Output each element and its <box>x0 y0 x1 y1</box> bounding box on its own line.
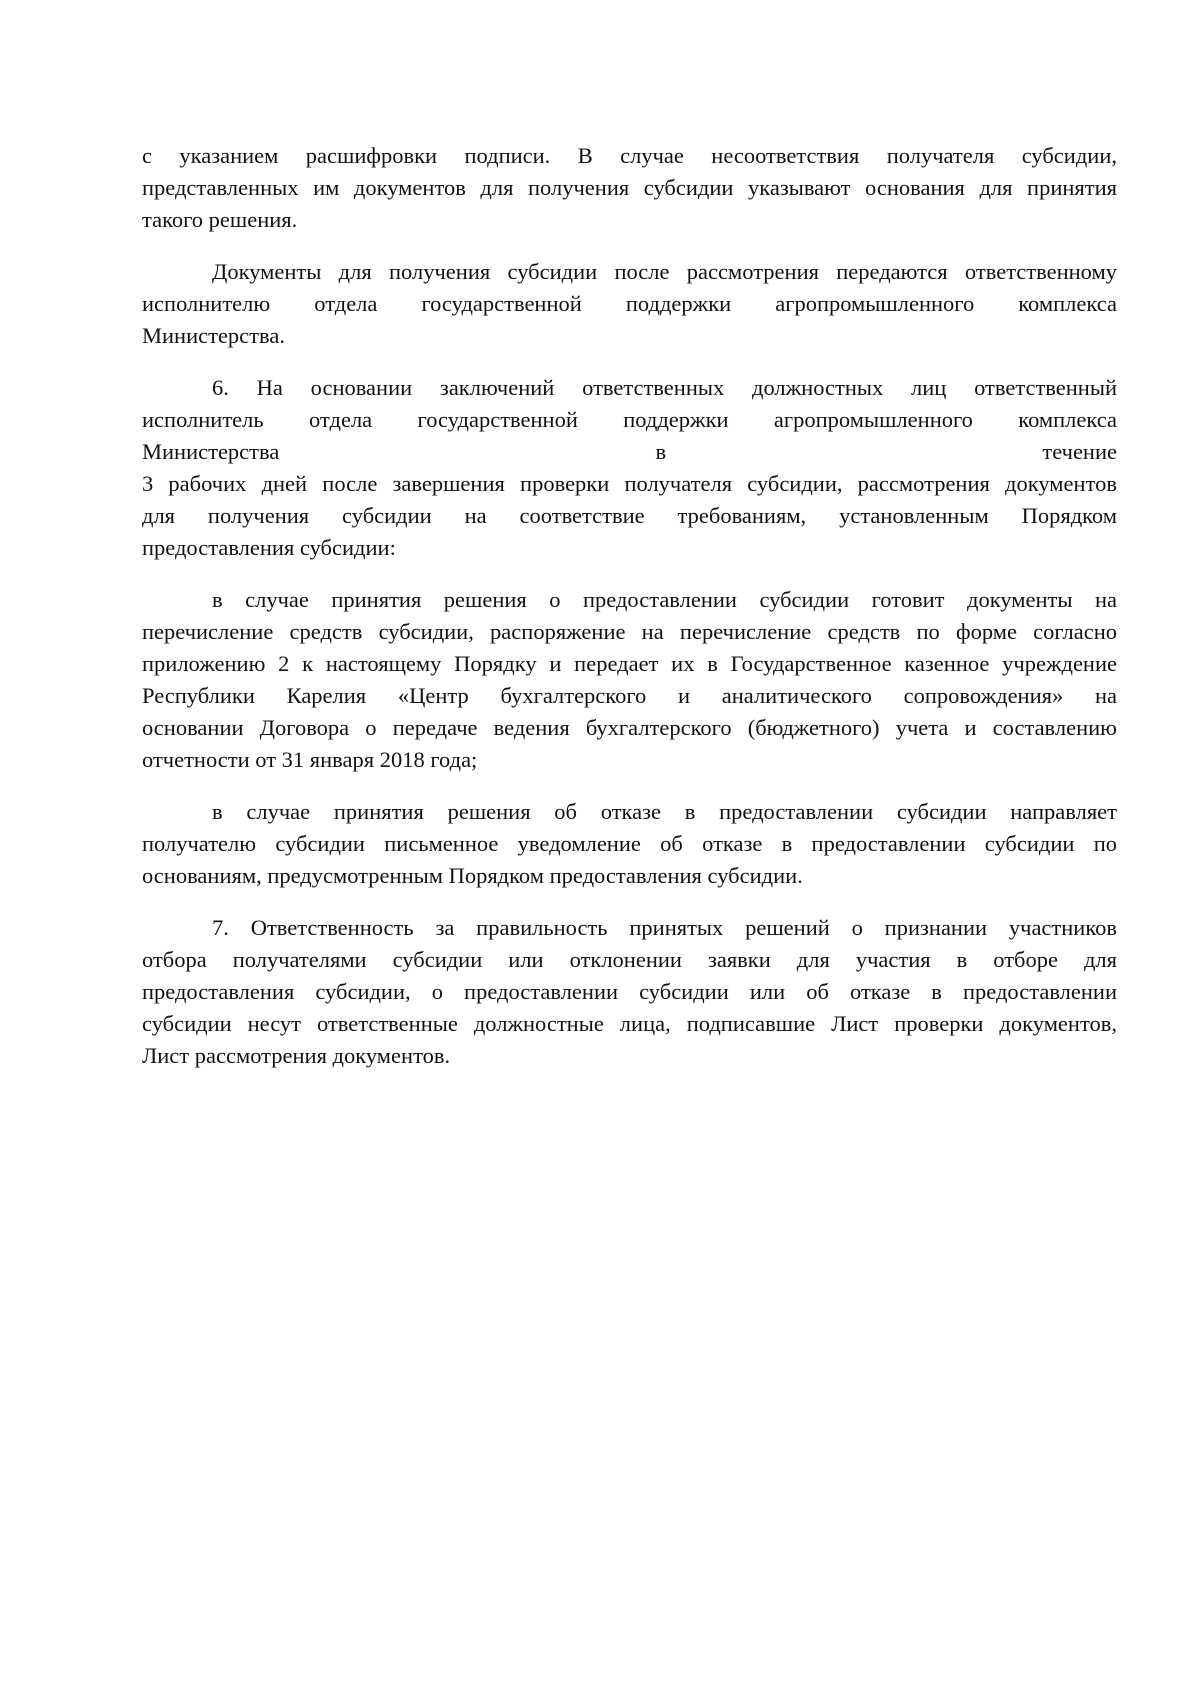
paragraph-item-6 <box>142 372 1117 564</box>
text-line: в случае принятия решения об отказе в предоставлении субсидии направляет <box>212 799 1117 824</box>
text-line: отчетности от 31 января 2018 года; <box>142 747 478 772</box>
text-line: 7. Ответственность за правильность принятых решений о признании участников <box>212 915 1117 940</box>
text-line: с указанием расшифровки подписи. В случае несоответствия получателя субсидии, <box>142 143 1117 168</box>
text-line: перечисление средств субсидии, распоряжение на перечисление средств по форме согласно <box>142 619 1117 644</box>
text-line: Министерства. <box>142 323 285 348</box>
text-line: 3 рабочих дней после завершения проверки получателя субсидии, рассмотрения документов <box>142 471 1117 496</box>
paragraph-item-7 <box>142 912 1117 1072</box>
text-line: такого решения. <box>142 207 298 232</box>
text-line: Министерства в течение <box>142 439 1117 464</box>
paragraph-signature-decoding <box>142 140 1117 236</box>
paragraph-approval-case <box>142 584 1117 776</box>
text-line: исполнителю отдела государственной поддержки агропромышленного комплекса <box>142 291 1117 316</box>
text-line: основании Договора о передаче ведения бухгалтерского (бюджетного) учета и составлению <box>142 715 1117 740</box>
text-line: для получения субсидии на соответствие требованиям, установленным Порядком <box>142 503 1117 528</box>
text-line: основаниям, предусмотренным Порядком предоставления субсидии. <box>142 863 803 888</box>
paragraph-documents-transfer <box>142 256 1117 352</box>
text-line: 6. На основании заключений ответственных должностных лиц ответственный <box>212 375 1117 400</box>
text-line: Республики Карелия «Центр бухгалтерского и аналитического сопровождения» на <box>142 683 1117 708</box>
text-line: предоставления субсидии: <box>142 535 396 560</box>
text-line: получателю субсидии письменное уведомление об отказе в предоставлении субсидии по <box>142 831 1117 856</box>
document-body <box>142 140 1117 1092</box>
paragraph-refusal-case <box>142 796 1117 892</box>
text-line: субсидии несут ответственные должностные лица, подписавшие Лист проверки документов, <box>142 1011 1117 1036</box>
text-line: Лист рассмотрения документов. <box>142 1043 451 1068</box>
text-line: предоставления субсидии, о предоставлении субсидии или об отказе в предоставлении <box>142 979 1117 1004</box>
text-line: отбора получателями субсидии или отклонении заявки для участия в отборе для <box>142 947 1117 972</box>
text-line: исполнитель отдела государственной поддержки агропромышленного комплекса <box>142 407 1117 432</box>
text-line: в случае принятия решения о предоставлении субсидии готовит документы на <box>212 587 1117 612</box>
text-line: представленных им документов для получения субсидии указывают основания для принятия <box>142 175 1117 200</box>
text-line: приложению 2 к настоящему Порядку и передает их в Государственное казенное учреждение <box>142 651 1117 676</box>
text-line: Документы для получения субсидии после рассмотрения передаются ответственному <box>212 259 1117 284</box>
